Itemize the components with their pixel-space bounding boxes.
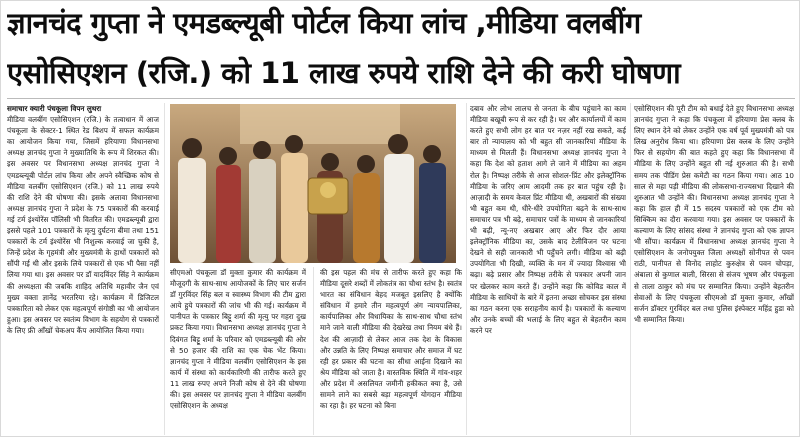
event-photo <box>170 104 456 263</box>
column-1-text: मीडिया वलबींग एसोसिएशन (रजि.) के तत्वाधान में आज पंचकूला के सेक्टर-1 स्थित रेड बिशप में सफल कार्यक्रम का आयोजन किया गया, जिसमें हरियाणा विधानसभा अध्यक्ष ज्ञानचंद गुप्ता ने मुख्यातिथि के रूप में शिरकत की। इस अवसर पर विधानसभा अध्यक्ष ज्ञानचंद गुप्ता ने एमडब्ल्यूबी पोर्टल लांच किया और अपने स्वैच्छिक कोष से मीडिया वलबींग एसोसिएशन (रजि.) को 11 लाख रुपये की राशि देने की घोषणा की। इसके अलावा विधानसभा अध्यक्ष ज्ञानचंद गुप्ता ने प्रदेश के 75 पत्रकारों की करवाई गई टर्म इंश्योरेंस पॉलिसी भी वितरित की। एमडब्ल्यूबी द्वारा इससे पहले 101 पत्रकारों के मृत्यु दुर्घटना बीमा तथा 151 पत्रकारों के टर्म इंश्योरेंस भी निशुल्क करवाई जा चुकी है, जिन्हें प्रदेश के गृहमंत्री और मुख्यमंत्री के हाथों पत्रकारों को सौंपी गई थी और इसके लिये पत्रकारों से एक भी पैसा नहीं लिया गया था। इस अवसर पर डॉ यादविंदर सिंह ने कार्यक्रम की अध्यक्षता की जबकि शाहिद अतिथि महावीर जैन एवं मुख्य वक्ता ज्ञानेंद्र भरतरिया रहे। कार्यक्रम में डिजिटल पत्रकारिता को लेकर एक महत्वपूर्ण संगोष्ठी का भी आयोजन हुआ। इस अवसर पर स्वतंत्र्य विभाग के सहयोग से पत्रकारों के लिए फ्री आँखों चेकअप कैंप आयोजित किया गया। <box>7 115 159 335</box>
event-photo-illustration <box>170 104 456 263</box>
column-divider <box>313 267 314 435</box>
article-column-1 <box>7 103 159 435</box>
column-divider <box>630 103 631 435</box>
article-column-2 <box>170 267 306 435</box>
headline-divider <box>7 98 795 99</box>
byline: समाचार क्यारी पंचकूला विपन लुथरा <box>7 104 102 113</box>
column-2-text: सीएमओ पंचकूला डॉ मुक्ता कुमार की कार्यक्रम में मौजूदगी के साथ-साथ आयोजकों के लिए चार सर्जन डॉ गुरविंदर सिंह बल व स्वास्थ्य विभाग की टीम द्वारा आये हुये पत्रकारों की जांच भी की गई। कार्यक्रम में पानीपत के पत्रकार बिट्टू शर्मा की मृत्यु पर गहरा दुख प्रकट किया गया। विधानसभा अध्यक्ष ज्ञानचंद गुप्ता ने दिवंगत बिट्टू शर्मा के परिवार को एमडब्ल्यूबी की ओर से 50 हजार की राशि का एक चेक भेंट किया। ज्ञानचंद गुप्ता ने मीडिया वलबींग एसोसिएशन के इस कार्य में संस्था को कार्यकारिणी की तारीफ करते हुए 11 लाख रुपए अपने निजी कोष से देने की घोषणा की। इस अवसर पर ज्ञानचंद गुप्ता ने मीडिया वलबींग एसोसिएशन के अध्यक्ष <box>170 268 306 411</box>
column-divider <box>164 103 165 435</box>
article-column-4 <box>470 103 626 435</box>
column-4-text: दबाव और लोभ लालच से जनता के बीच पहुंचाने का काम मीडिया बखूबी रूप से कर रही है। घर और कार्यालयों में काम करते हुए सभी लोग हर बात पर नज़र नहीं रख सकते, कई बार तो न्यायालय को भी बहुत सी जानकारियां मीडिया के माध्यम से मिलती हैं। विधानसभा अध्यक्ष ज्ञानचंद गुप्ता ने कहा कि देश को हताश आगे ले जाने में मीडिया का अहम रोल है। निष्पक्ष तरीके से आज सोशल-प्रिंट और इलेक्ट्रॉनिक मीडिया के जरिए आम आदमी तक हर बात पहुंच रही है। आज़ादी के समय केवल प्रिंट मीडिया थी, अखबारों की संख्या भी बहुत कम थी, धीरे-धीरे उपयोगिता बढ़ने के साथ-साथ समाचार पत्र भी बढ़े, समाचार पत्रों के माध्यम से जानकारियां भी बढ़ी, न्यू-नए अखबार आए और फिर दौर आया इलेक्ट्रॉनिक मीडिया का, उसके बाद टेलीविजन पर घटना देखने से सही जानकारी भी पहुँचने लगी। मीडिया को बढ़ी उपयोगिता भी दिखी, व्यक्ति के मन में ज्यादा विश्वास भी बढ़ा। बढ़े प्रसार और निष्पक्ष तरीके से पत्रकार अपनी जान पर खेलकर काम करते हैं। उन्होंने कहा कि कोविड काल में मीडिया के साथियों के बारे में इतना अच्छा सोचकर इस संस्था का गठन करना एक सराहनीय कार्य है। पत्रकारों के कल्याण और उनके बच्चों की भलाई के लिए बहुत से बेहतरीन काम करने पर <box>470 104 626 335</box>
column-3-text: की इस पहल की मंच से तारीफ करते हुए कहा कि मीडिया दूसरे शब्दों में लोकतंत्र का चौथा स्तंभ है। स्वतंत्र भारत का संविधान बेहद मजबूत इसलिए है क्योंकि संविधान में हमारे तीन महत्वपूर्ण अंग न्यायपालिका, कार्यपालिका और विधायिका के साथ-साथ चौथा स्तंभ माने जाने वाली मीडिया की देखरेख तथा नियम बंधे हैं। देश की आज़ादी से लेकर आज तक देश के विकास और उन्नति के लिए निष्पक्ष समाचार और समाज में घट रही हर प्रकार की घटना का सीधा आईना दिखाने का श्रेय मीडिया को जाता है। वास्तविक स्थिति में गांव-शहर और प्रदेश में असलियत जमीनी हकीकत क्या है, उसे सामने लाने का सबसे बड़ा महत्वपूर्ण योगदान मीडिया का रहा है। हर घटना को बिना <box>320 268 462 411</box>
article-column-5 <box>634 103 794 435</box>
column-5-text: एसोसिएशन की पूरी टीम को बधाई देते हुए विधानसभा अध्यक्ष ज्ञानचंद गुप्ता ने कहा कि पंचकूला में हरियाणा प्रेस क्लब के लिए स्थान देने को लेकर उन्होंने एक वर्ष पूर्व मुख्यमंत्री को पत्र लिख अनुरोध किया था। हरियाणा प्रेस क्लब के लिए उन्होंने फिर से सहयोग की बात कहते हुए कहा कि विधानसभा में मीडिया के लिए उन्होंने बहुत सी नई शुरुआत की है। सभी समय तक पीडिंग प्रेस कमेटी का गठन किया गया। आठ 10 साल से महा पड़ी मीडिया की लोकसभा-राज्यसभा दिखाने की शुरुआत भी उन्होंने की। विधानसभा अध्यक्ष ज्ञानचंद गुप्ता ने कहा कि हाल ही में 15 सदस्य पत्रकारों को एक टीम को सिक्किम का दौरा करवाया गया। इस अवसर पर पत्रकारों के कल्याण के लिए सांसद संस्था ने ज्ञानचंद गुप्ता को एक ज्ञापन भी सौंपा। कार्यक्रम में विधानसभा अध्यक्ष ज्ञानचंद गुप्ता ने एसोसिएशन के जनोपयुक्त जिला अध्यक्षों सोनीपत से पवन राठी, पानीपत से विनोद लाहोट कुरुक्षेत्र से पवन चोपड़ा, अंबाला से कुणाल बाली, सिरसा से संजय भूषण और पंचकूला से ताला ठाकुर को मंच पर सम्मानित किया। उन्होंने बेहतरीन सेवाओं के लिए पंचकूला सीएमओ डॉ मुक्ता कुमार, आँखों सर्जन डॉक्टर गुरविंदर बल तथा पुलिस इंस्पेक्टर महिंद्र हुडा को भी सम्मानित किया। <box>634 104 794 324</box>
column-divider <box>466 103 467 435</box>
headline-line-1: ज्ञानचंद गुप्ता ने एमडब्ल्यूबी पोर्टल किया लांच ,मीडिया वलबींग <box>7 6 641 40</box>
article-column-3 <box>320 267 462 435</box>
headline-line-2: एसोसिएशन (रजि.) को 11 लाख रुपये राशि देने की करी घोषणा <box>7 56 681 90</box>
